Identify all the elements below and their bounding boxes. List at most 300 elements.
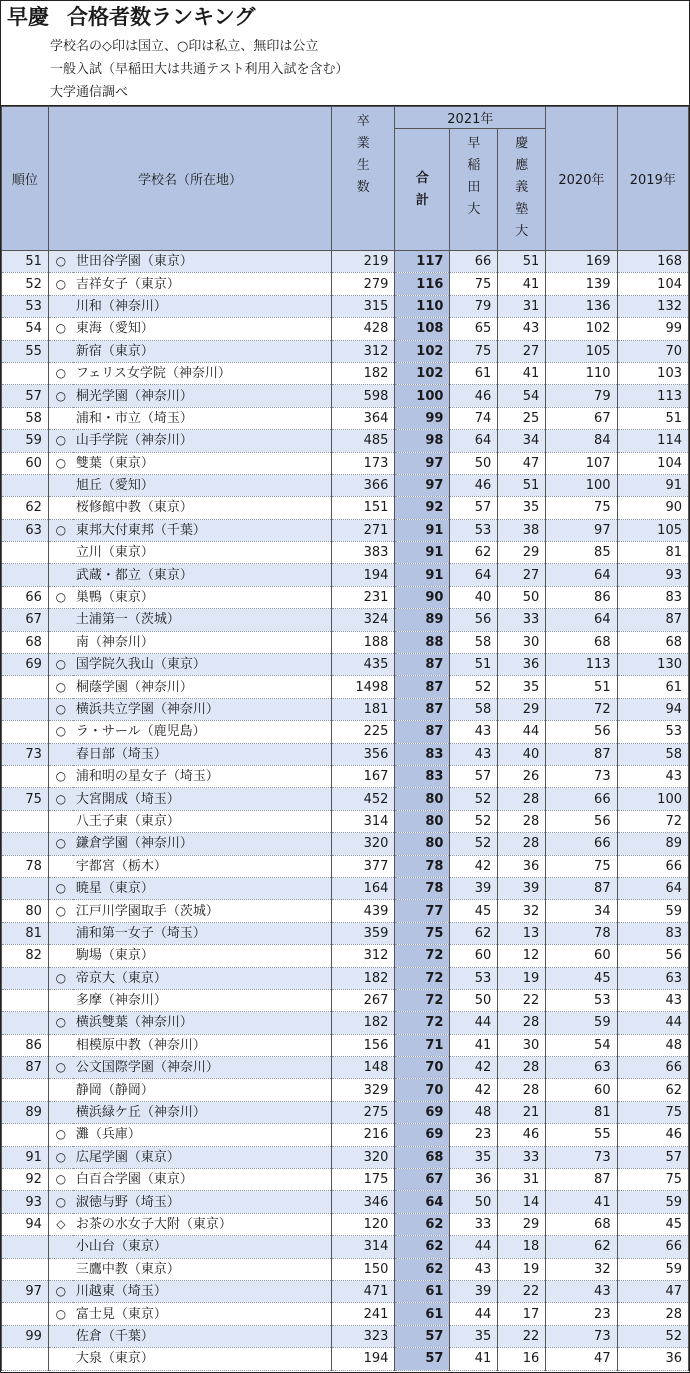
y2020-cell: 86 xyxy=(546,586,617,608)
total-cell: 97 xyxy=(395,452,450,474)
y2020-cell: 23 xyxy=(546,1303,617,1325)
school-name-cell: お茶の水女子大附（東京） xyxy=(73,1213,332,1235)
rank-cell: 68 xyxy=(2,631,49,653)
y2020-cell: 53 xyxy=(546,989,617,1011)
waseda-cell: 61 xyxy=(450,362,498,384)
y2020-cell: 66 xyxy=(546,788,617,810)
total-cell: 87 xyxy=(395,676,450,698)
graduates-cell: 471 xyxy=(332,1280,395,1302)
rank-cell: 89 xyxy=(2,1101,49,1123)
exam-note: 一般入試（早稲田大は共通テスト利用入試を含む） xyxy=(50,62,349,77)
table-row xyxy=(2,542,689,564)
school-type-mark: ○ xyxy=(48,273,72,295)
school-type-mark: ○ xyxy=(48,788,72,810)
school-type-mark xyxy=(48,1348,72,1370)
table-row xyxy=(2,721,689,743)
y2019-cell: 28 xyxy=(617,1303,688,1325)
waseda-cell: 58 xyxy=(450,698,498,720)
rank-cell xyxy=(2,810,49,832)
total-cell: 110 xyxy=(395,295,450,317)
y2020-cell: 60 xyxy=(546,1079,617,1101)
school-name-cell: 浦和・市立（埼玉） xyxy=(73,407,332,429)
school-name-cell: 淑徳与野（埼玉） xyxy=(73,1191,332,1213)
y2019-cell: 91 xyxy=(617,474,688,496)
graduates-cell: 435 xyxy=(332,654,395,676)
total-cell: 62 xyxy=(395,1258,450,1280)
waseda-cell: 43 xyxy=(450,721,498,743)
school-type-mark: ○ xyxy=(48,1280,72,1302)
school-name-cell: 相模原中教（神奈川） xyxy=(73,1034,332,1056)
total-cell: 117 xyxy=(395,251,450,273)
total-cell: 62 xyxy=(395,1236,450,1258)
graduates-cell: 173 xyxy=(332,452,395,474)
rank-cell: 73 xyxy=(2,743,49,765)
school-name-cell: 桐光学園（神奈川） xyxy=(73,385,332,407)
rank-cell xyxy=(2,721,49,743)
school-type-mark xyxy=(48,1079,72,1101)
rank-cell: 82 xyxy=(2,945,49,967)
y2019-cell: 72 xyxy=(617,810,688,832)
rank-cell: 52 xyxy=(2,273,49,295)
total-cell: 91 xyxy=(395,542,450,564)
y2020-cell: 63 xyxy=(546,1057,617,1079)
table-row xyxy=(2,1079,689,1101)
y2020-cell: 66 xyxy=(546,833,617,855)
school-type-mark: ○ xyxy=(48,967,72,989)
school-type-mark: ○ xyxy=(48,721,72,743)
table-row xyxy=(2,1236,689,1258)
y2019-cell: 58 xyxy=(617,743,688,765)
rank-cell: 62 xyxy=(2,497,49,519)
y2019-cell: 62 xyxy=(617,1079,688,1101)
rank-cell: 58 xyxy=(2,407,49,429)
keio-cell: 13 xyxy=(498,922,546,944)
waseda-cell: 40 xyxy=(450,586,498,608)
ranking-rows xyxy=(2,251,689,1371)
total-cell: 70 xyxy=(395,1079,450,1101)
y2020-cell: 107 xyxy=(546,452,617,474)
graduates-cell: 271 xyxy=(332,519,395,541)
table-row xyxy=(2,877,689,899)
rank-cell: 86 xyxy=(2,1034,49,1056)
keio-cell: 39 xyxy=(498,877,546,899)
waseda-cell: 52 xyxy=(450,810,498,832)
graduates-cell: 315 xyxy=(332,295,395,317)
table-row xyxy=(2,1348,689,1370)
total-cell: 70 xyxy=(395,1057,450,1079)
school-name-cell: 雙葉（東京） xyxy=(73,452,332,474)
header-2020: 2020年 xyxy=(546,107,617,251)
table-row xyxy=(2,340,689,362)
rank-cell xyxy=(2,362,49,384)
waseda-cell: 23 xyxy=(450,1124,498,1146)
rank-cell xyxy=(2,989,49,1011)
school-type-mark xyxy=(48,945,72,967)
school-name-cell: 広尾学園（東京） xyxy=(73,1146,332,1168)
keio-cell: 28 xyxy=(498,788,546,810)
table-row xyxy=(2,1034,689,1056)
total-cell: 72 xyxy=(395,945,450,967)
table-row xyxy=(2,945,689,967)
school-type-mark: ○ xyxy=(48,877,72,899)
keio-cell: 50 xyxy=(498,586,546,608)
y2020-cell: 64 xyxy=(546,564,617,586)
header-2021: 2021年 xyxy=(395,107,546,129)
table-row xyxy=(2,1057,689,1079)
waseda-cell: 52 xyxy=(450,676,498,698)
keio-cell: 38 xyxy=(498,519,546,541)
y2019-cell: 100 xyxy=(617,788,688,810)
graduates-cell: 383 xyxy=(332,542,395,564)
y2019-cell: 53 xyxy=(617,721,688,743)
rank-cell xyxy=(2,1124,49,1146)
graduates-cell: 219 xyxy=(332,251,395,273)
waseda-cell: 50 xyxy=(450,1191,498,1213)
total-cell: 98 xyxy=(395,430,450,452)
school-name-cell: 横浜緑ケ丘（神奈川） xyxy=(73,1101,332,1123)
y2019-cell: 57 xyxy=(617,1146,688,1168)
title-ranking: 合格者数ランキング xyxy=(67,5,256,29)
waseda-cell: 44 xyxy=(450,1303,498,1325)
school-type-mark: ○ xyxy=(48,430,72,452)
graduates-cell: 231 xyxy=(332,586,395,608)
y2020-cell: 87 xyxy=(546,1169,617,1191)
school-type-mark: ○ xyxy=(48,251,72,273)
y2020-cell: 59 xyxy=(546,1012,617,1034)
waseda-cell: 79 xyxy=(450,295,498,317)
total-cell: 69 xyxy=(395,1124,450,1146)
school-name-cell: 浦和第一女子（埼玉） xyxy=(73,922,332,944)
y2019-cell: 56 xyxy=(617,945,688,967)
graduates-cell: 275 xyxy=(332,1101,395,1123)
school-name-cell: 駒場（東京） xyxy=(73,945,332,967)
keio-cell: 36 xyxy=(498,855,546,877)
y2019-cell: 70 xyxy=(617,340,688,362)
graduates-cell: 314 xyxy=(332,1236,395,1258)
total-cell: 61 xyxy=(395,1280,450,1302)
school-name-cell: 東邦大付東邦（千葉） xyxy=(73,519,332,541)
keio-cell: 29 xyxy=(498,1213,546,1235)
school-name-cell: 八王子東（東京） xyxy=(73,810,332,832)
rank-cell: 54 xyxy=(2,318,49,340)
school-name-cell: 鎌倉学園（神奈川） xyxy=(73,833,332,855)
table-row xyxy=(2,631,689,653)
rank-cell: 93 xyxy=(2,1191,49,1213)
keio-cell: 51 xyxy=(498,474,546,496)
rank-cell: 97 xyxy=(2,1280,49,1302)
waseda-cell: 44 xyxy=(450,1012,498,1034)
y2019-cell: 66 xyxy=(617,855,688,877)
school-name-cell: 桐蔭学園（神奈川） xyxy=(73,676,332,698)
keio-cell: 31 xyxy=(498,295,546,317)
waseda-cell: 42 xyxy=(450,1057,498,1079)
total-cell: 92 xyxy=(395,497,450,519)
school-name-cell: 春日部（埼玉） xyxy=(73,743,332,765)
school-name-cell: 武蔵・都立（東京） xyxy=(73,564,332,586)
school-type-mark: ○ xyxy=(48,318,72,340)
waseda-cell: 42 xyxy=(450,1079,498,1101)
table-row xyxy=(2,430,689,452)
total-cell: 68 xyxy=(395,1146,450,1168)
school-name-cell: 東海（愛知） xyxy=(73,318,332,340)
total-cell: 64 xyxy=(395,1191,450,1213)
school-type-mark xyxy=(48,609,72,631)
table-row xyxy=(2,385,689,407)
keio-cell: 29 xyxy=(498,542,546,564)
school-type-mark xyxy=(48,743,72,765)
graduates-cell: 194 xyxy=(332,1348,395,1370)
y2019-cell: 44 xyxy=(617,1012,688,1034)
y2019-cell: 83 xyxy=(617,922,688,944)
y2019-cell: 93 xyxy=(617,564,688,586)
keio-cell: 17 xyxy=(498,1303,546,1325)
header-rank: 順位 xyxy=(2,107,49,251)
y2019-cell: 94 xyxy=(617,698,688,720)
school-type-mark: ○ xyxy=(48,1146,72,1168)
y2019-cell: 104 xyxy=(617,273,688,295)
total-cell: 99 xyxy=(395,407,450,429)
school-type-mark xyxy=(48,295,72,317)
rank-cell: 67 xyxy=(2,609,49,631)
school-type-mark xyxy=(48,922,72,944)
rank-cell: 75 xyxy=(2,788,49,810)
total-cell: 87 xyxy=(395,698,450,720)
waseda-cell: 36 xyxy=(450,1169,498,1191)
ranking-table xyxy=(1,106,689,1371)
school-name-cell: 大宮開成（埼玉） xyxy=(73,788,332,810)
document-header xyxy=(1,1,689,106)
table-row xyxy=(2,318,689,340)
total-cell: 72 xyxy=(395,967,450,989)
graduates-cell: 267 xyxy=(332,989,395,1011)
header-keio: 慶應義塾大 xyxy=(498,129,546,251)
waseda-cell: 39 xyxy=(450,877,498,899)
y2019-cell: 43 xyxy=(617,989,688,1011)
keio-cell: 28 xyxy=(498,810,546,832)
y2019-cell: 66 xyxy=(617,1236,688,1258)
table-row xyxy=(2,1012,689,1034)
keio-cell: 40 xyxy=(498,743,546,765)
waseda-cell: 48 xyxy=(450,1101,498,1123)
table-row xyxy=(2,609,689,631)
graduates-cell: 366 xyxy=(332,474,395,496)
total-cell: 80 xyxy=(395,833,450,855)
y2020-cell: 73 xyxy=(546,1325,617,1347)
total-cell: 75 xyxy=(395,922,450,944)
table-row xyxy=(2,407,689,429)
y2019-cell: 47 xyxy=(617,1280,688,1302)
y2020-cell: 87 xyxy=(546,877,617,899)
y2019-cell: 105 xyxy=(617,519,688,541)
graduates-cell: 188 xyxy=(332,631,395,653)
waseda-cell: 33 xyxy=(450,1213,498,1235)
y2020-cell: 85 xyxy=(546,542,617,564)
total-cell: 80 xyxy=(395,810,450,832)
keio-cell: 43 xyxy=(498,318,546,340)
school-name-cell: 吉祥女子（東京） xyxy=(73,273,332,295)
y2020-cell: 110 xyxy=(546,362,617,384)
school-type-mark: ◇ xyxy=(48,1213,72,1235)
graduates-cell: 148 xyxy=(332,1057,395,1079)
school-type-mark xyxy=(48,1258,72,1280)
y2020-cell: 64 xyxy=(546,609,617,631)
school-type-mark: ○ xyxy=(48,519,72,541)
table-row xyxy=(2,1169,689,1191)
graduates-cell: 120 xyxy=(332,1213,395,1235)
y2020-cell: 97 xyxy=(546,519,617,541)
total-cell: 90 xyxy=(395,586,450,608)
rank-cell: 53 xyxy=(2,295,49,317)
school-type-mark xyxy=(48,407,72,429)
y2020-cell: 169 xyxy=(546,251,617,273)
table-row xyxy=(2,362,689,384)
y2019-cell: 87 xyxy=(617,609,688,631)
total-cell: 69 xyxy=(395,1101,450,1123)
graduates-cell: 312 xyxy=(332,340,395,362)
school-type-mark xyxy=(48,989,72,1011)
school-type-mark: ○ xyxy=(48,1057,72,1079)
rank-cell xyxy=(2,1079,49,1101)
legend-note: 学校名の◇印は国立、○印は私立、無印は公立 xyxy=(50,39,319,54)
school-type-mark: ○ xyxy=(48,1191,72,1213)
total-cell: 102 xyxy=(395,340,450,362)
school-name-cell: 旭丘（愛知） xyxy=(73,474,332,496)
rank-cell: 81 xyxy=(2,922,49,944)
y2020-cell: 41 xyxy=(546,1191,617,1213)
graduates-cell: 182 xyxy=(332,967,395,989)
graduates-cell: 182 xyxy=(332,362,395,384)
school-name-cell: 川和（神奈川） xyxy=(73,295,332,317)
rank-cell xyxy=(2,698,49,720)
school-type-mark: ○ xyxy=(48,362,72,384)
y2020-cell: 87 xyxy=(546,743,617,765)
graduates-cell: 359 xyxy=(332,922,395,944)
school-type-mark xyxy=(48,855,72,877)
graduates-cell: 320 xyxy=(332,1146,395,1168)
rank-cell xyxy=(2,1303,49,1325)
graduates-cell: 182 xyxy=(332,1012,395,1034)
table-row xyxy=(2,788,689,810)
graduates-cell: 164 xyxy=(332,877,395,899)
total-cell: 116 xyxy=(395,273,450,295)
waseda-cell: 75 xyxy=(450,340,498,362)
keio-cell: 46 xyxy=(498,1124,546,1146)
rank-cell xyxy=(2,967,49,989)
y2019-cell: 45 xyxy=(617,1213,688,1235)
graduates-cell: 167 xyxy=(332,765,395,787)
rank-cell xyxy=(2,474,49,496)
rank-cell: 69 xyxy=(2,654,49,676)
school-type-mark: ○ xyxy=(48,900,72,922)
waseda-cell: 45 xyxy=(450,900,498,922)
keio-cell: 33 xyxy=(498,1146,546,1168)
waseda-cell: 41 xyxy=(450,1034,498,1056)
y2019-cell: 113 xyxy=(617,385,688,407)
school-type-mark: ○ xyxy=(48,654,72,676)
school-name-cell: 浦和明の星女子（埼玉） xyxy=(73,765,332,787)
total-cell: 108 xyxy=(395,318,450,340)
header-waseda: 早稲田大 xyxy=(450,129,498,251)
graduates-cell: 156 xyxy=(332,1034,395,1056)
school-name-cell: 多摩（神奈川） xyxy=(73,989,332,1011)
y2020-cell: 43 xyxy=(546,1280,617,1302)
waseda-cell: 66 xyxy=(450,251,498,273)
y2019-cell: 59 xyxy=(617,1191,688,1213)
keio-cell: 25 xyxy=(498,407,546,429)
waseda-cell: 58 xyxy=(450,631,498,653)
rank-cell xyxy=(2,676,49,698)
total-cell: 61 xyxy=(395,1303,450,1325)
source-note: 大学通信調べ xyxy=(50,85,129,100)
graduates-cell: 323 xyxy=(332,1325,395,1347)
table-row xyxy=(2,251,689,273)
waseda-cell: 35 xyxy=(450,1146,498,1168)
y2019-cell: 46 xyxy=(617,1124,688,1146)
waseda-cell: 53 xyxy=(450,967,498,989)
school-name-cell: 江戸川学園取手（茨城） xyxy=(73,900,332,922)
school-name-cell: 富士見（東京） xyxy=(73,1303,332,1325)
school-type-mark: ○ xyxy=(48,676,72,698)
total-cell: 80 xyxy=(395,788,450,810)
keio-cell: 54 xyxy=(498,385,546,407)
y2020-cell: 79 xyxy=(546,385,617,407)
y2019-cell: 66 xyxy=(617,1057,688,1079)
school-name-cell: ラ・サール（鹿児島） xyxy=(73,721,332,743)
waseda-cell: 50 xyxy=(450,452,498,474)
school-name-cell: 大泉（東京） xyxy=(73,1348,332,1370)
y2019-cell: 75 xyxy=(617,1101,688,1123)
table-row xyxy=(2,698,689,720)
school-name-cell: 暁星（東京） xyxy=(73,877,332,899)
y2020-cell: 105 xyxy=(546,340,617,362)
y2020-cell: 34 xyxy=(546,900,617,922)
school-name-cell: 新宿（東京） xyxy=(73,340,332,362)
waseda-cell: 53 xyxy=(450,519,498,541)
keio-cell: 28 xyxy=(498,1057,546,1079)
y2019-cell: 130 xyxy=(617,654,688,676)
table-row xyxy=(2,922,689,944)
school-type-mark: ○ xyxy=(48,452,72,474)
waseda-cell: 57 xyxy=(450,765,498,787)
school-name-cell: 帝京大（東京） xyxy=(73,967,332,989)
keio-cell: 16 xyxy=(498,1348,546,1370)
rank-cell: 60 xyxy=(2,452,49,474)
table-row xyxy=(2,497,689,519)
school-type-mark xyxy=(48,1325,72,1347)
y2019-cell: 64 xyxy=(617,877,688,899)
school-type-mark: ○ xyxy=(48,698,72,720)
graduates-cell: 279 xyxy=(332,273,395,295)
table-row xyxy=(2,1213,689,1235)
waseda-cell: 41 xyxy=(450,1348,498,1370)
table-row xyxy=(2,654,689,676)
graduates-cell: 175 xyxy=(332,1169,395,1191)
total-cell: 72 xyxy=(395,1012,450,1034)
keio-cell: 27 xyxy=(498,340,546,362)
rank-cell: 78 xyxy=(2,855,49,877)
total-cell: 57 xyxy=(395,1348,450,1370)
keio-cell: 29 xyxy=(498,698,546,720)
waseda-cell: 56 xyxy=(450,609,498,631)
y2019-cell: 59 xyxy=(617,900,688,922)
y2020-cell: 100 xyxy=(546,474,617,496)
school-name-cell: 桜修館中教（東京） xyxy=(73,497,332,519)
keio-cell: 44 xyxy=(498,721,546,743)
keio-cell: 33 xyxy=(498,609,546,631)
keio-cell: 22 xyxy=(498,1325,546,1347)
y2019-cell: 48 xyxy=(617,1034,688,1056)
graduates-cell: 346 xyxy=(332,1191,395,1213)
